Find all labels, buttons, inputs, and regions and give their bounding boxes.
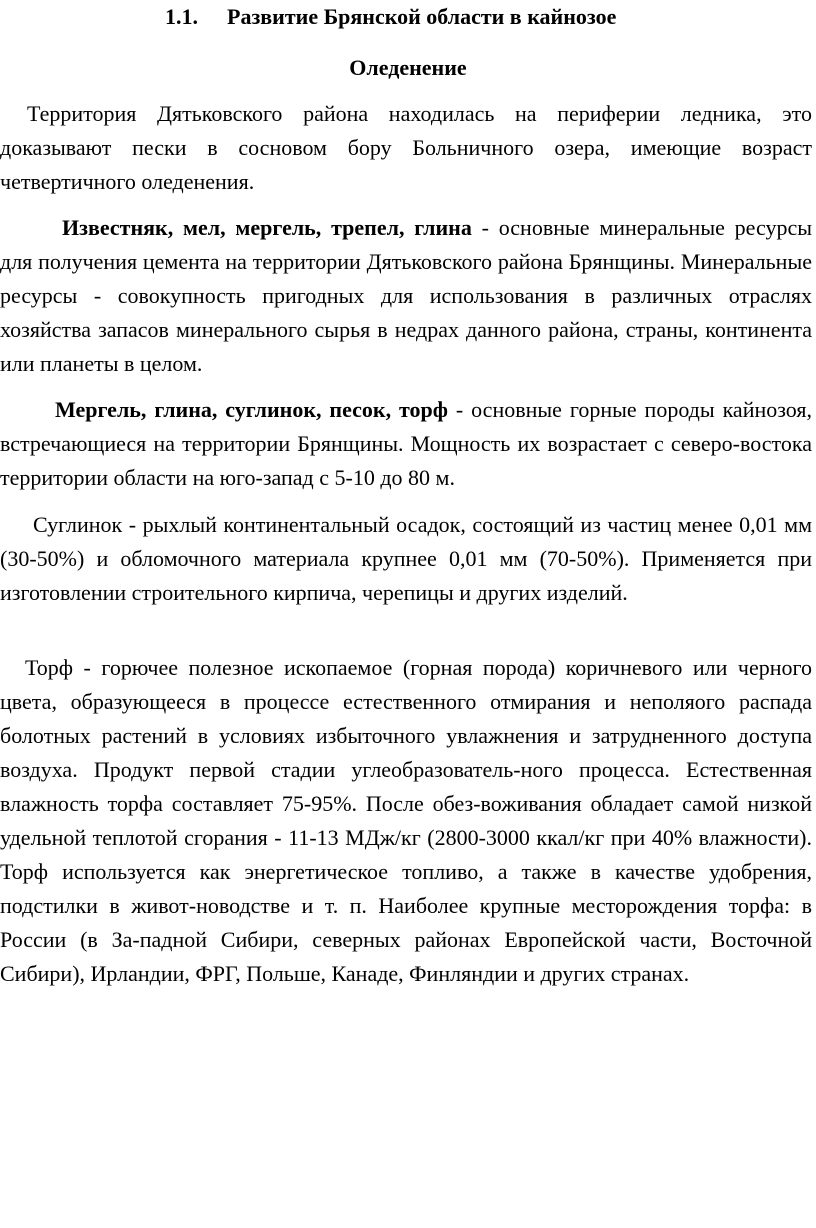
section-title: Развитие Брянской области в кайнозое (227, 4, 617, 29)
subsection-heading: Оледенение (349, 55, 467, 80)
paragraph-text: - основные горные породы кайнозоя, встречающиеся на территории Брянщины. Мощность их возрастает с северо-востока территории области на юго-запад с 5-10 до 80 м. (0, 397, 812, 490)
paragraph-text: Территория Дятьковского района находилась на периферии ледника, это доказывают пески в сосновом бору Больничного озера, имеющие возраст четвертичного оледенения. (0, 101, 812, 194)
paragraph-text: Торф - горючее полезное ископаемое (горная порода) коричневого или черного цвета, образующееся в процессе естественного отмирания и неполяого распада болотных растений в условиях избыточного увлажнения и затрудненного доступа воздуха. Продукт первой стадии углеобразователь-ного процесса. Естественная влажность торфа составляет 75-95%. После обез-воживания обладает самой низкой удельной теплотой сгорания - 11-13 МДж/кг (2800-3000 ккал/кг при 40% влажности). Торф используется как энергетическое топливо, а также в качестве удобрения, подстилки в живот-новодстве и т. п. Наиболее крупные месторождения торфа: в России (в За-падной Сибири, северных районах Европейской части, Восточной Сибири), Ирландии, ФРГ, Польше, Канаде, Финляндии и других странах. (0, 655, 812, 986)
paragraph-peat (0, 651, 812, 991)
paragraph-rocks (0, 393, 812, 495)
paragraph-text: - основные минеральные ресурсы для получения цемента на территории Дятьковского района Брянщины. Минеральные ресурсы - совокупность пригодных для использования в различных отраслях хозяйства запасов минерального сырья в недрах данного района, страны, континента или планеты в целом. (0, 215, 812, 376)
section-number: 1.1. (165, 4, 198, 29)
paragraph-glaciation (0, 97, 812, 199)
paragraph-mineral-resources (0, 211, 812, 381)
paragraph-bold-term: Мергель, глина, суглинок, песок, торф (55, 397, 448, 422)
paragraph-text: Суглинок - рыхлый континентальный осадок, состоящий из частиц менее 0,01 мм (30-50%) и обломочного материала крупнее 0,01 мм (70-50%). Применяется при изготовлении строительного кирпича, черепицы и других изделий. (0, 512, 812, 605)
paragraph-bold-term: Известняк, мел, мергель, трепел, глина (62, 215, 472, 240)
paragraph-loam (0, 508, 812, 610)
section-heading (165, 2, 616, 32)
